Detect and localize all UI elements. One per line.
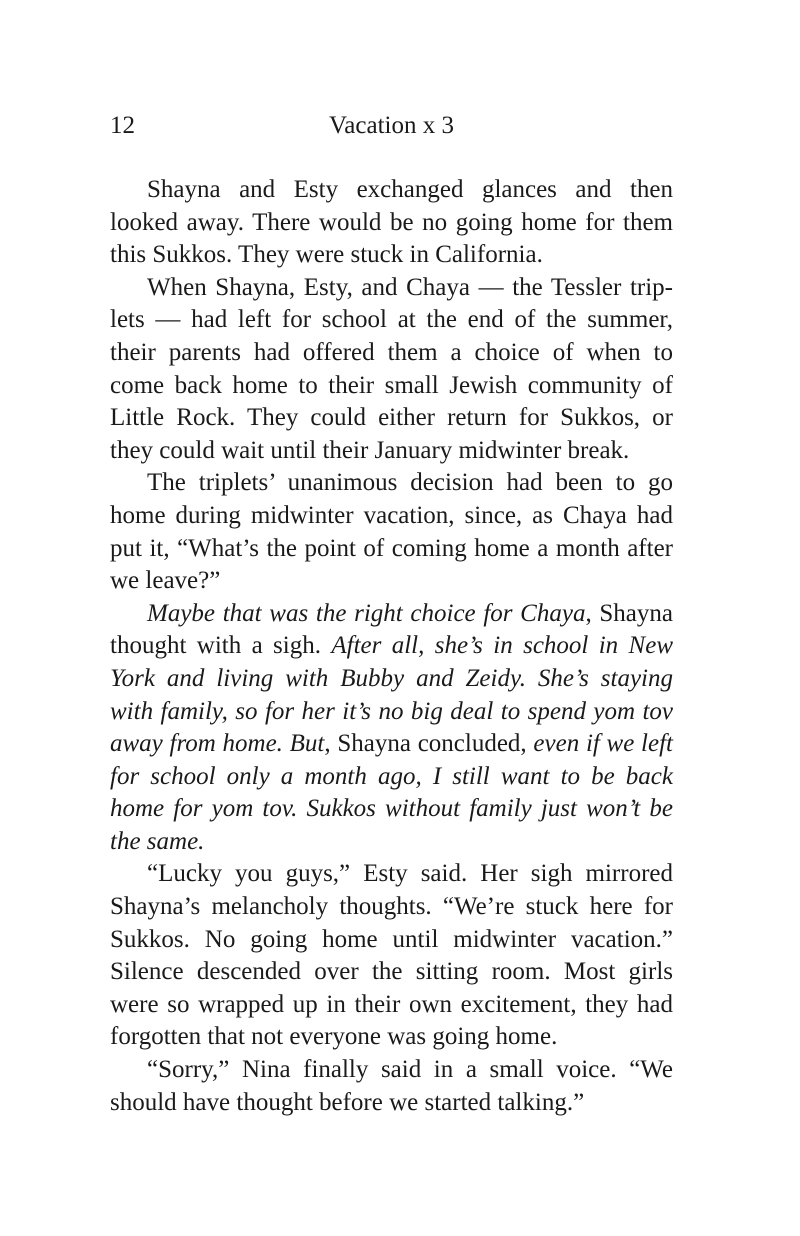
paragraph <box>110 272 673 468</box>
text-segment: Shayna and Esty exchanged glances and then looked away. There would be no going home for them this Sukkos. They were stuck in California. <box>110 176 673 269</box>
body-text <box>110 174 673 1119</box>
book-title: Vacation x 3 <box>329 112 454 139</box>
text-segment: , Shayna thought with a sigh. <box>110 599 674 660</box>
text-segment: When Shayna, Esty, and Chaya — the Tessler triplets — had left for school at the end of the summer, their parents had offered them a choice of when to come back home to their small Jewish community of Little Rock. They could either return for Sukkos, or they could wait until their January midwinter break. <box>110 273 673 464</box>
running-head <box>110 108 673 144</box>
paragraph <box>110 858 673 1054</box>
text-segment: “Lucky you guys,” Esty said. Her sigh mirrored Shayna’s melancholy thoughts. “We’re stuck here for Sukkos. No going home until midwinter vacation.” Silence descended over the sitting room. Most girls were so wrapped up in their own excitement, they had forgotten that not everyone was going home. <box>110 860 673 1051</box>
paragraph <box>110 1054 673 1119</box>
text-segment: The triplets’ unanimous decision had been to go home during midwinter vacation, since, as Chaya had put it, “What’s the point of coming home a month after we leave?” <box>110 469 673 595</box>
paragraph <box>110 598 673 859</box>
paragraph <box>110 467 673 597</box>
page-number: 12 <box>110 112 135 139</box>
italic-segment: even if we left for school only a month ago, I still want to be back home for yom tov. Sukkos without family just won’t be the same. <box>110 730 673 855</box>
italic-segment: Maybe that was the right choice for Chaya <box>147 599 586 627</box>
text-segment: “Sorry,” Nina finally said in a small voice. “We should have thought before we started talking.” <box>110 1056 673 1116</box>
text-segment: , Shayna concluded, <box>324 730 534 758</box>
italic-segment: After all, she’s in school in New York and living with Bubby and Zeidy. She’s staying with family, so for her it’s no big deal to spend yom tov away from home. But <box>110 632 673 758</box>
paragraph <box>110 174 673 272</box>
